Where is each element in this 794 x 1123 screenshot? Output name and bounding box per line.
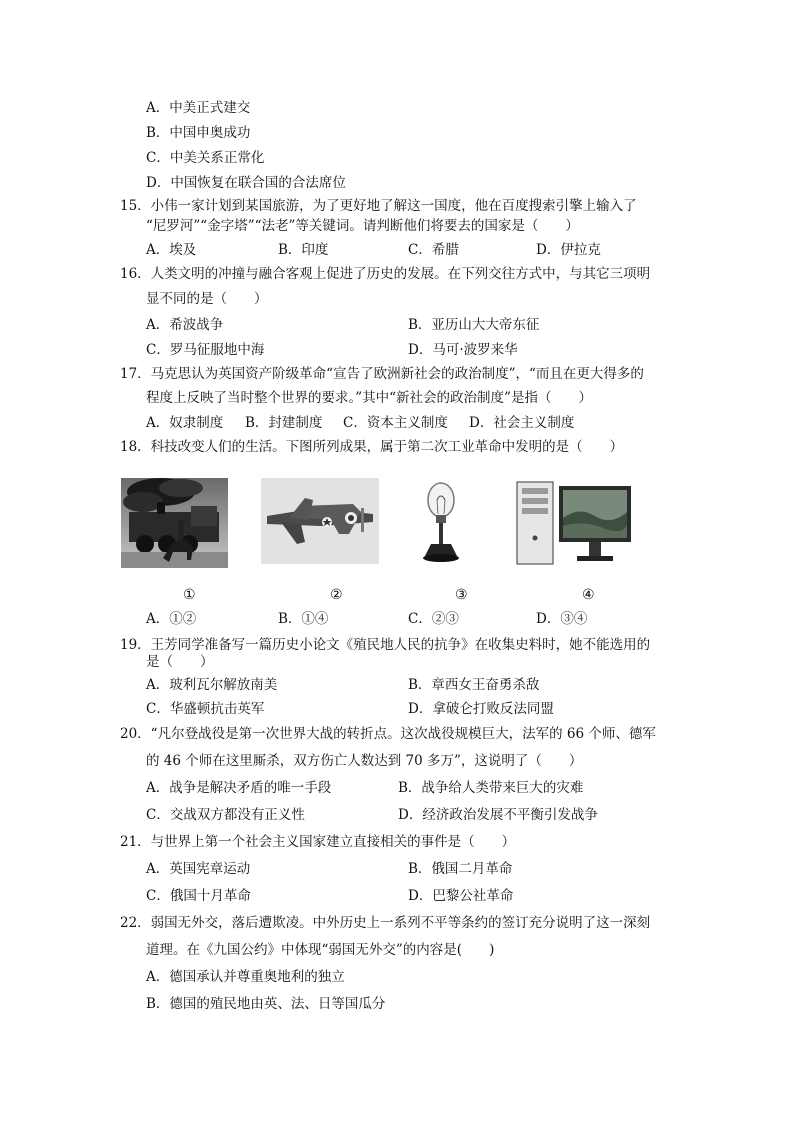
figure-label-2: ② — [330, 587, 343, 603]
steam-locomotive-image — [121, 478, 228, 568]
q21-stem-line1: 21．与世界上第一个社会主义国家建立直接相关的事件是（ ） — [120, 834, 516, 850]
q16-option-c: C．罗马征服地中海 — [146, 342, 265, 358]
q15-option-d: D．伊拉克 — [536, 242, 601, 258]
q22-option-b: B．德国的殖民地由英、法、日等国瓜分 — [146, 996, 386, 1012]
q20-option-d: D．经济政治发展不平衡引发战争 — [398, 807, 598, 823]
q20-option-c: C．交战双方都没有正义性 — [146, 807, 305, 823]
q20-stem-line2: 的 46 个师在这里厮杀，双方伤亡人数达到 70 多万”，这说明了（ ） — [146, 753, 583, 769]
airplane-image — [261, 478, 379, 564]
q19-option-b: B．章西女王奋勇杀敌 — [408, 677, 540, 693]
q14-option-a: A．中美正式建交 — [146, 100, 251, 116]
q17-option-b: B．封建制度 — [245, 415, 323, 431]
q14-option-c: C．中美关系正常化 — [146, 150, 265, 166]
figure-label-1: ① — [183, 587, 196, 603]
q18-option-a: A．①② — [146, 611, 197, 627]
q17-option-c: C．资本主义制度 — [343, 415, 448, 431]
figure-label-4: ④ — [582, 587, 595, 603]
q16-option-b: B．亚历山大大帝东征 — [408, 317, 540, 333]
q21-option-d: D．巴黎公社革命 — [408, 888, 514, 904]
q15-option-c: C．希腊 — [408, 242, 459, 258]
q22-stem-line2: 道理。在《九国公约》中体现“弱国无外交”的内容是( ) — [146, 942, 495, 958]
light-bulb-image — [413, 478, 470, 568]
q15-option-b: B．印度 — [278, 242, 329, 258]
q15-stem-line1: 15．小伟一家计划到某国旅游，为了更好地了解这一国度，他在百度搜索引擎上输入了 — [120, 198, 637, 214]
q20-option-a: A．战争是解决矛盾的唯一手段 — [146, 780, 332, 796]
q18-option-d: D．③④ — [536, 611, 588, 627]
q16-stem-line1: 16．人类文明的冲撞与融合客观上促进了历史的发展。在下列交往方式中，与其它三项明 — [120, 266, 651, 282]
q19-stem-line2: 是（ ） — [146, 654, 214, 670]
q21-option-a: A．英国宪章运动 — [146, 861, 251, 877]
q22-stem-line1: 22．弱国无外交，落后遭欺凌。中外历史上一系列不平等条约的签订充分说明了这一深刻 — [120, 915, 651, 931]
q15-stem-line2: “尼罗河”“金字塔”“法老”等关键词。请判断他们将要去的国家是（ ） — [146, 218, 579, 234]
q17-option-d: D．社会主义制度 — [469, 415, 575, 431]
q20-stem-line1: 20．“凡尔登战役是第一次世界大战的转折点。这次战役规模巨大，法军的 66 个师、德军 — [120, 726, 656, 742]
q20-option-b: B．战争给人类带来巨大的灾难 — [398, 780, 584, 796]
q19-option-c: C．华盛顿抗击英军 — [146, 701, 265, 717]
q14-option-b: B．中国申奥成功 — [146, 125, 251, 141]
q19-stem-line1: 19．王芳同学准备写一篇历史小论文《殖民地人民的抗争》在收集史料时，她不能选用的 — [120, 637, 651, 653]
q15-option-a: A．埃及 — [146, 242, 197, 258]
computer-image — [513, 478, 635, 574]
q14-option-d: D．中国恢复在联合国的合法席位 — [146, 175, 346, 191]
q21-option-b: B．俄国二月革命 — [408, 861, 513, 877]
q17-stem-line2: 程度上反映了当时整个世界的要求。”其中“新社会的政治制度”是指（ ） — [146, 390, 592, 406]
q18-stem-line1: 18．科技改变人们的生活。下图所列成果，属于第二次工业革命中发明的是（ ） — [120, 439, 624, 455]
q19-option-a: A．玻利瓦尔解放南美 — [146, 677, 278, 693]
q16-option-d: D．马可·波罗来华 — [408, 342, 518, 358]
q18-option-b: B．①④ — [278, 611, 329, 627]
q17-stem-line1: 17．马克思认为英国资产阶级革命“宣告了欧洲新社会的政治制度”，“而且在更大得多的 — [120, 366, 644, 382]
q22-option-a: A．德国承认并尊重奥地利的独立 — [146, 969, 345, 985]
q16-option-a: A．希波战争 — [146, 317, 224, 333]
q18-option-c: C．②③ — [408, 611, 459, 627]
q16-stem-line2: 显不同的是（ ） — [146, 291, 268, 307]
q21-option-c: C．俄国十月革命 — [146, 888, 251, 904]
q19-option-d: D．拿破仑打败反法同盟 — [408, 701, 554, 717]
q17-option-a: A．奴隶制度 — [146, 415, 224, 431]
figure-label-3: ③ — [455, 587, 468, 603]
